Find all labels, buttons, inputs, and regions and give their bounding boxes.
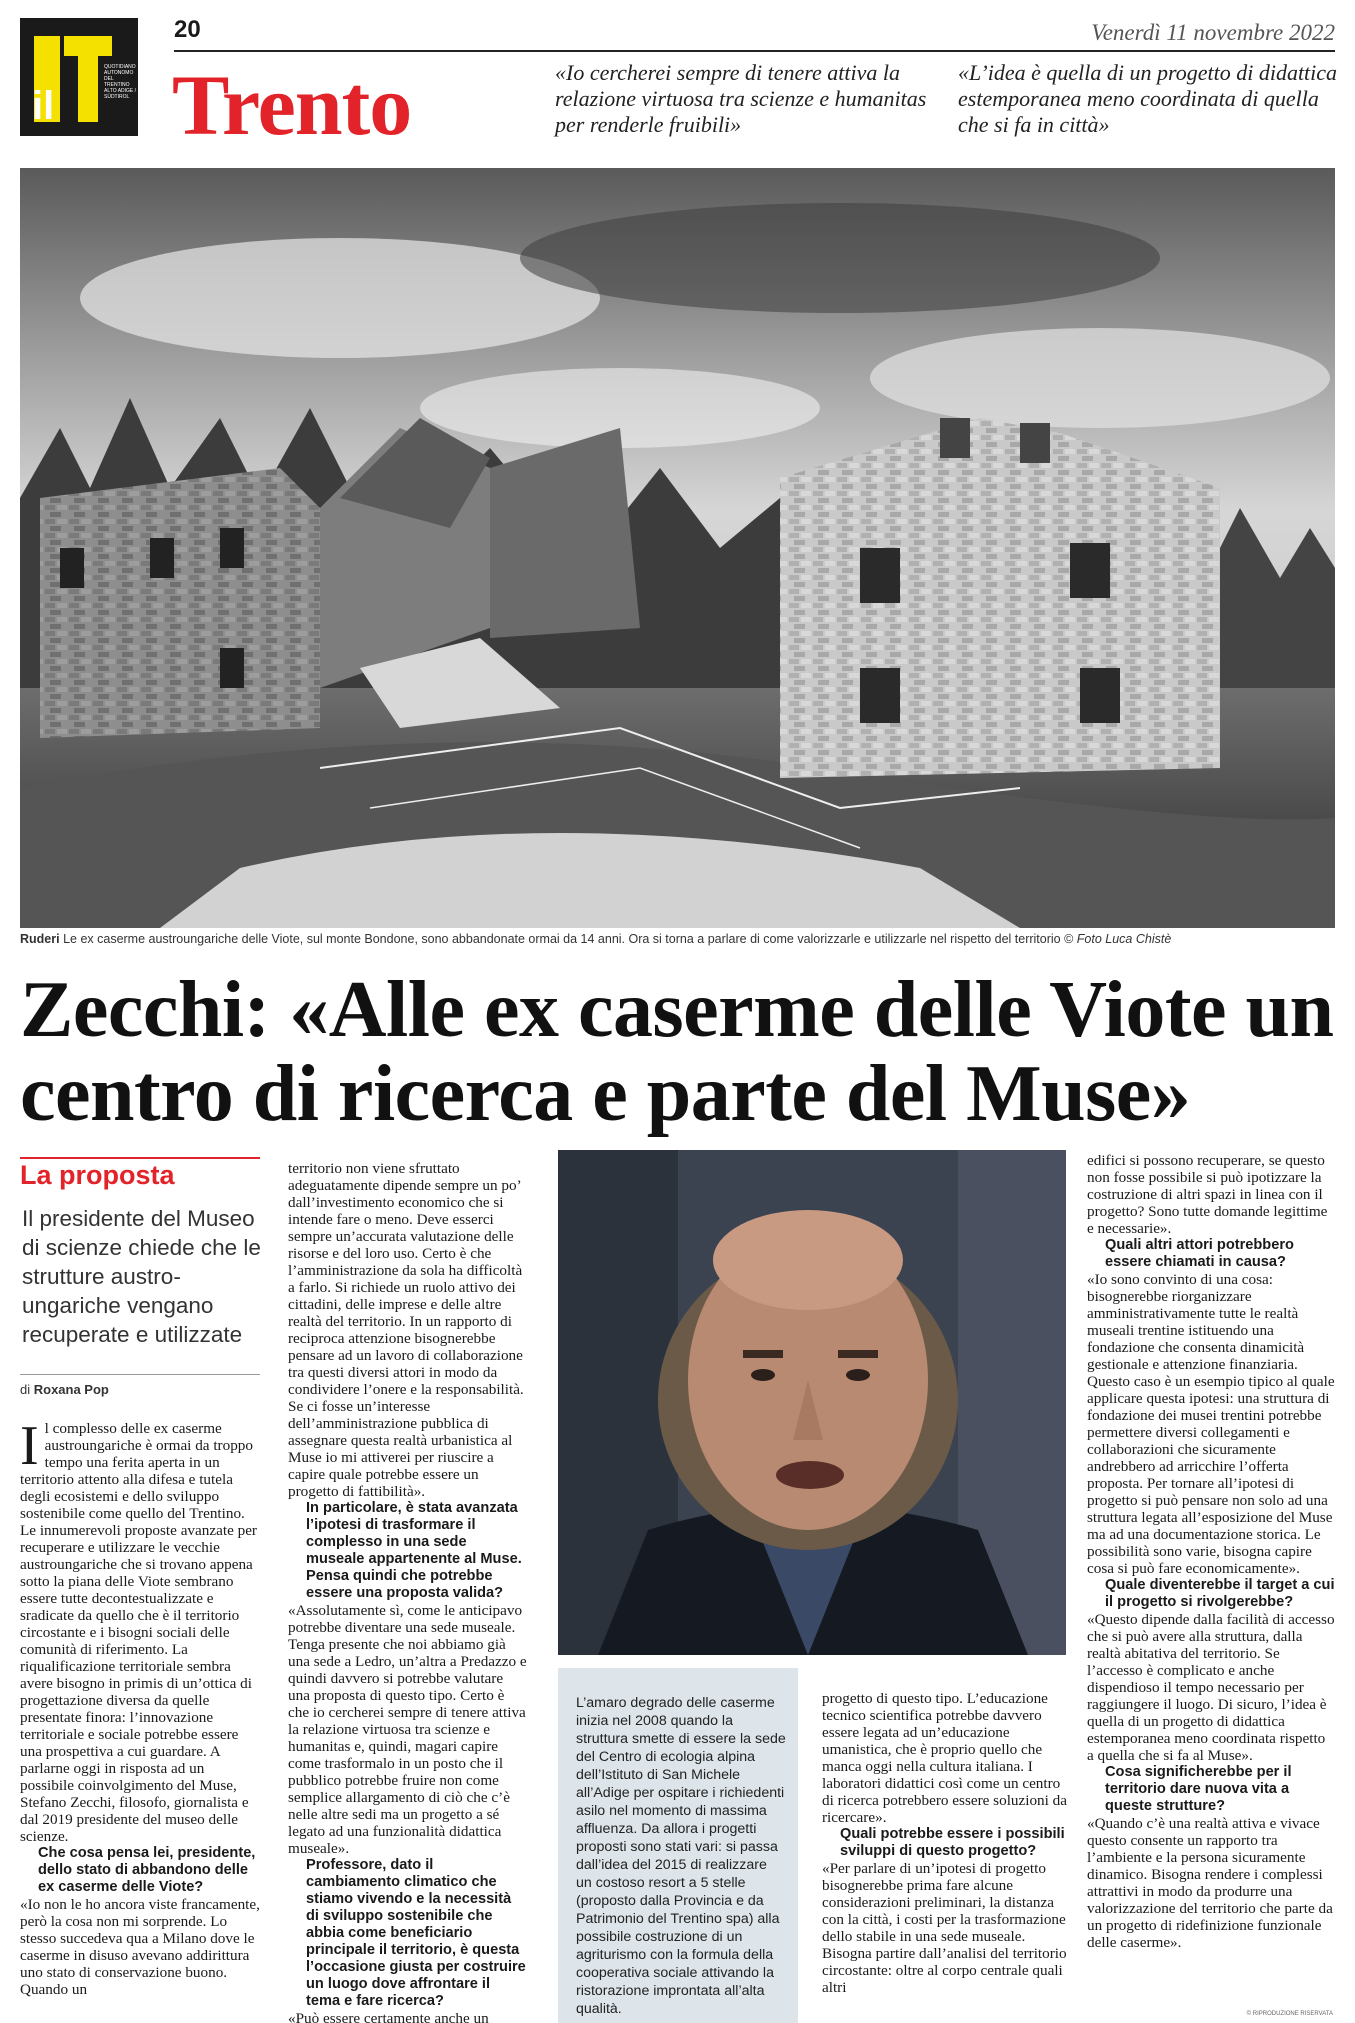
- article-column-4: [1087, 1152, 1335, 1951]
- byline: [20, 1382, 109, 1397]
- interview-answer: «Questo dipende dalla facilità di accesso che si può avere alla struttura, dalla realtà abitativa del territorio. Se l’accesso è complicato e anche dispendioso il tempo necessario per raggiungere il luogo. Di sicuro, l’idea è quella di un progetto di didattica estemporanea meno coordinata rispetto a quella che si fa al Muse».: [1087, 1611, 1335, 1764]
- hero-photo-ruined-barracks: [20, 168, 1335, 928]
- photo-caption: [20, 932, 1171, 946]
- logo-text: il: [32, 84, 55, 128]
- interview-answer: «Per parlare di un’ipotesi di progetto bisognerebbe prima fare alcune considerazioni preliminari, la distanza con la città, i costi per la trasformazione dello stabile in una sede museale. Bisogna partire dall’analisi del territorio circostante: oltre al corpo centrale quali altri: [822, 1860, 1067, 1996]
- top-quote-1: «Io cercherei sempre di tenere attiva la relazione virtuosa tra scienze e humanitas per renderle fruibili»: [555, 60, 927, 137]
- intro-text: l complesso delle ex caserme austroungariche è ormai da troppo tempo una ferita aperta in un territorio attento alla difesa e tutela degli ecosistemi e dello sviluppo sostenibile come quello del Trentino. Le innumerevoli proposte avanzate per recuperare e utilizzare le vecchie austroungariche che si trovano appena sotto la piana delle Viote sembrano essere tutte decontestualizzate e sradicate da quello che è il territorio circostante e i bisogni sociali delle comunità di riferimento. La riqualificazione territoriale sembra avere bisogno in primis di un’ottica di progettazione diversa da quelle presentate finora: l’innovazione territoriale e sociale potrebbe essere una prospettiva a cui guardare. A parlarne oggi in risposta ad un possibile coinvolgimento del Muse, Stefano Zecchi, filosofo, giornalista e dal 2019 presidente del museo delle scienze.: [20, 1420, 257, 1845]
- article-headline: Zecchi: «Alle ex caserme delle Viote un centro di ricerca e parte del Muse»: [20, 966, 1334, 1138]
- article-summary: Il presidente del Museo di scienze chiede che le strutture austro-ungariche vengano recuperate e utilizzate: [22, 1206, 261, 1347]
- top-quote-2: «L’idea è quella di un progetto di didattica estemporanea meno coordinata di quella che si fa in città»: [958, 60, 1338, 137]
- interview-question: Quale diventerebbe il target a cui il progetto si rivolgerebbe?: [1105, 1577, 1335, 1610]
- header-rule: [174, 50, 1335, 52]
- portrait-photo-zecchi: [558, 1150, 1066, 1655]
- caption-credit: Foto Luca Chistè: [1076, 932, 1172, 946]
- logo-yellow-t-stem: [78, 56, 98, 122]
- interview-question: Cosa significherebbe per il territorio dare nuova vita a queste strutture?: [1105, 1764, 1292, 1814]
- interview-question: In particolare, è stata avanzata l’ipotesi di trasformare il complesso in una sede museale appartenente al Muse. Pensa quindi che potrebbe essere una proposta valida?: [306, 1500, 522, 1601]
- caption-label: Ruderi: [20, 932, 60, 946]
- interview-answer: «Quando c’è una realtà attiva e vivace questo consente un rapporto tra l’ambiente e la persona sicuramente dinamico. Bisogna rendere i complessi attrattivi in modo da produrre una valorizzazione del territorio che parte da un progetto di ridefinizione funzionale delle caserme».: [1087, 1815, 1333, 1951]
- article-column-2: [288, 1160, 528, 2023]
- interview-question: Quali potrebbe essere i possibili sviluppi di questo progetto?: [840, 1826, 1065, 1859]
- sidebar-box: [558, 1668, 798, 2023]
- section-title: Trento: [172, 57, 412, 153]
- interview-answer: «Io sono convinto di una cosa: bisognerebbe riorganizzare amministrativamente tutte le realtà museali trentine istituendo una fondazione che consenta dinamicità gestionale e attenzione finanziaria. Questo caso è un esempio tipico al quale applicare questa ipotesi: una struttura di fondazione dei musei trentini potrebbe permettere diversi collegamenti e collaborazioni che sicuramente andrebbero ad arricchire l’offerta proposta. Per tornare all’ipotesi di progetto si può pensare non solo ad una struttura legata all’esposizione del Muse ma ad una documentazione storica. Le possibilità sono varie, bisogna capire cosa si può fare economicamente».: [1087, 1271, 1335, 1577]
- interview-question: Professore, dato il cambiamento climatico che stiamo vivendo e la necessità di sviluppo sostenibile che abbia come beneficiario principale il territorio, è questa l’occasione giusta per costruire un luogo dove affrontare il tema e fare ricerca?: [306, 1857, 526, 2009]
- caption-text: Le ex caserme austroungariche delle Viote, sul monte Bondone, sono abbandonate ormai da 14 anni. Ora si torna a parlare di come valorizzarle e utilizzarle nel rispetto del territorio ©: [59, 932, 1077, 946]
- article-column-3: [822, 1690, 1067, 1996]
- drop-cap: I: [20, 1415, 39, 1477]
- interview-answer: «Può essere certamente anche un: [288, 2010, 489, 2023]
- article-intro: [20, 1415, 260, 1845]
- logo-subtitle: QUOTIDIANO AUTONOMO DEL TRENTINO ALTO ADIGE / SÜDTIROL: [104, 64, 137, 100]
- sidebar-box-text: L’amaro degrado delle caserme inizia nel 2008 quando la struttura smette di essere la sede del Centro di ecologia alpina dell’Istituto di San Michele all’Adige per ospitare i richiedenti asilo nel momento di massima affluenza. Da allora i progetti proposti sono stati vari: si passa dall’idea del 2015 di realizzare un costoso resort a 5 stelle (proposto dalla Provincia e da Patrimonio del Trentino spa) alla possibile costruzione di un agriturismo con la formula della cooperativa sociale attivando la ristorazione improntata all’alta qualità.: [576, 1695, 786, 2017]
- interview-question: Quali altri attori potrebbero essere chiamati in causa?: [1105, 1237, 1294, 1270]
- interview-answer: territorio non viene sfruttato adeguatamente dipende sempre un po’ dall’investimento economico che si intende fare o meno. Deve esserci sempre un’accurata valutazione delle risorse e del loro uso. Certo è che l’amministrazione da sola ha difficoltà a farlo. Si richiede un ruolo attivo dei cittadini, delle imprese e delle altre realtà del territorio. In un rapporto di reciproca attenzione bisognerebbe pensare ad un lavoro di collaborazione tra questi diversi attori in modo da condividere l’onere e la responsabilità. Se ci fosse un’interesse dell’amministrazione pubblica di assegnare questa realtà urbanistica al Muse io mi attiverei per riuscire a capire quale potrebbe essere un progetto di fattibilità».: [288, 1160, 524, 1500]
- logo-yellow-t-bar: [64, 36, 112, 56]
- kicker: La proposta: [20, 1160, 175, 1190]
- page-number: 20: [174, 16, 201, 43]
- interview-answer: «Io non le ho ancora viste francamente, però la cosa non mi sorprende. Lo stesso succedeva qua a Milano dove le caserme in disuso avevano addirittura uno stato di conservazione buono. Quando un: [20, 1896, 260, 1998]
- interview-answer: progetto di questo tipo. L’educazione tecnico scientifica potrebbe davvero essere legata ad un’educazione umanistica, che è proprio quello che manca oggi nella cultura italiana. I laboratori didattici così come un centro di ricerca potrebbero essere soluzioni da ricercare».: [822, 1690, 1068, 1826]
- interview-answer: edifici si possono recuperare, se questo non fosse possibile si può ipotizzare la costruzione di altri spazi in linea con il progetto? Sono tutte domande legittime e necessarie».: [1087, 1152, 1328, 1237]
- byline-rule: [20, 1374, 260, 1375]
- interview-question: Che cosa pensa lei, presidente, dello stato di abbandono delle ex caserme delle Viote?: [38, 1845, 256, 1895]
- newspaper-logo: [20, 18, 138, 136]
- issue-date: Venerdì 11 novembre 2022: [1091, 20, 1335, 45]
- author-name: Roxana Pop: [33, 1382, 109, 1397]
- byline-prefix: di: [20, 1382, 34, 1397]
- kicker-rule: [20, 1157, 260, 1159]
- interview-answer: «Assolutamente sì, come le anticipavo potrebbe diventare una sede museale. Tenga presente che noi abbiamo già una sede a Ledro, un’altra a Predazzo e quindi davvero si potrebbe valutare una proposta di questo tipo. Certo è che io cercherei sempre di tenere attiva la relazione virtuosa tra scienze e humanitas e, quindi, magari capire come trasformalo in un posto che il pubblico potrebbe fruire non come semplice allargamento di ciò che c’è nelle altre sedi ma un progetto a sé legato ad una funzionalità didattica museale».: [288, 1602, 527, 1857]
- article-column-1: [20, 1415, 260, 1998]
- copyright-notice: © RIPRODUZIONE RISERVATA: [1246, 2011, 1333, 2017]
